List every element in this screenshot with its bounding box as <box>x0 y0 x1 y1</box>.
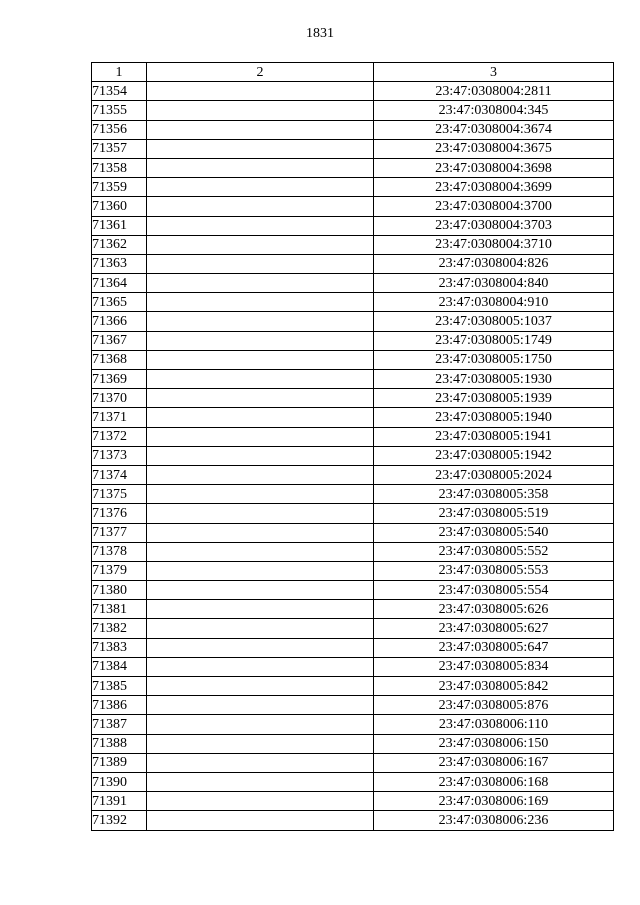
table-row <box>92 772 614 791</box>
column-header-3: 3 <box>374 63 614 82</box>
row-number-cell: 71380 <box>92 581 147 600</box>
table-row <box>92 120 614 139</box>
cadastral-number-cell: 23:47:0308004:3675 <box>374 139 614 158</box>
empty-cell <box>147 715 374 734</box>
table-row <box>92 446 614 465</box>
empty-cell <box>147 504 374 523</box>
empty-cell <box>147 734 374 753</box>
table-row <box>92 657 614 676</box>
row-number-cell: 71370 <box>92 389 147 408</box>
empty-cell <box>147 120 374 139</box>
table-row <box>92 82 614 101</box>
table-row <box>92 638 614 657</box>
table-row <box>92 370 614 389</box>
empty-cell <box>147 408 374 427</box>
table-row <box>92 235 614 254</box>
table-row <box>92 504 614 523</box>
empty-cell <box>147 331 374 350</box>
row-number-cell: 71367 <box>92 331 147 350</box>
row-number-cell: 71388 <box>92 734 147 753</box>
table-row <box>92 715 614 734</box>
row-number-cell: 71379 <box>92 561 147 580</box>
empty-cell <box>147 197 374 216</box>
empty-cell <box>147 657 374 676</box>
table-row <box>92 139 614 158</box>
cadastral-number-cell: 23:47:0308006:167 <box>374 753 614 772</box>
table-row <box>92 523 614 542</box>
cadastral-number-cell: 23:47:0308004:3674 <box>374 120 614 139</box>
row-number-cell: 71361 <box>92 216 147 235</box>
row-number-cell: 71376 <box>92 504 147 523</box>
empty-cell <box>147 82 374 101</box>
empty-cell <box>147 274 374 293</box>
row-number-cell: 71372 <box>92 427 147 446</box>
empty-cell <box>147 600 374 619</box>
cadastral-number-cell: 23:47:0308005:1939 <box>374 389 614 408</box>
empty-cell <box>147 178 374 197</box>
row-number-cell: 71381 <box>92 600 147 619</box>
row-number-cell: 71378 <box>92 542 147 561</box>
row-number-cell: 71384 <box>92 657 147 676</box>
cadastral-number-cell: 23:47:0308005:647 <box>374 638 614 657</box>
row-number-cell: 71354 <box>92 82 147 101</box>
table-row <box>92 178 614 197</box>
row-number-cell: 71359 <box>92 178 147 197</box>
empty-cell <box>147 446 374 465</box>
cadastral-number-cell: 23:47:0308005:1940 <box>374 408 614 427</box>
row-number-cell: 71364 <box>92 274 147 293</box>
table-row <box>92 581 614 600</box>
row-number-cell: 71392 <box>92 811 147 830</box>
cadastral-number-cell: 23:47:0308006:168 <box>374 772 614 791</box>
row-number-cell: 71391 <box>92 792 147 811</box>
table-row <box>92 197 614 216</box>
table-row <box>92 101 614 120</box>
table-row <box>92 677 614 696</box>
table-header <box>92 63 614 82</box>
cadastral-number-cell: 23:47:0308005:358 <box>374 485 614 504</box>
row-number-cell: 71374 <box>92 465 147 484</box>
empty-cell <box>147 293 374 312</box>
empty-cell <box>147 485 374 504</box>
table-row <box>92 542 614 561</box>
row-number-cell: 71386 <box>92 696 147 715</box>
row-number-cell: 71383 <box>92 638 147 657</box>
empty-cell <box>147 696 374 715</box>
table-body <box>92 82 614 830</box>
cadastral-number-cell: 23:47:0308005:552 <box>374 542 614 561</box>
table-row <box>92 485 614 504</box>
cadastral-number-cell: 23:47:0308005:627 <box>374 619 614 638</box>
cadastral-number-cell: 23:47:0308005:626 <box>374 600 614 619</box>
row-number-cell: 71356 <box>92 120 147 139</box>
row-number-cell: 71369 <box>92 370 147 389</box>
empty-cell <box>147 312 374 331</box>
table-row <box>92 158 614 177</box>
table-row <box>92 312 614 331</box>
empty-cell <box>147 619 374 638</box>
row-number-cell: 71375 <box>92 485 147 504</box>
row-number-cell: 71390 <box>92 772 147 791</box>
empty-cell <box>147 677 374 696</box>
table-row <box>92 792 614 811</box>
cadastral-number-cell: 23:47:0308005:842 <box>374 677 614 696</box>
table-row <box>92 753 614 772</box>
empty-cell <box>147 235 374 254</box>
empty-cell <box>147 581 374 600</box>
table-row <box>92 408 614 427</box>
cadastral-number-cell: 23:47:0308004:3699 <box>374 178 614 197</box>
header-row <box>92 63 614 82</box>
row-number-cell: 71363 <box>92 254 147 273</box>
table-row <box>92 331 614 350</box>
empty-cell <box>147 158 374 177</box>
empty-cell <box>147 753 374 772</box>
cadastral-number-cell: 23:47:0308004:826 <box>374 254 614 273</box>
table-row <box>92 274 614 293</box>
empty-cell <box>147 389 374 408</box>
cadastral-number-cell: 23:47:0308005:1749 <box>374 331 614 350</box>
cadastral-number-cell: 23:47:0308005:1942 <box>374 446 614 465</box>
cadastral-number-cell: 23:47:0308005:1750 <box>374 350 614 369</box>
cadastral-number-cell: 23:47:0308004:910 <box>374 293 614 312</box>
table-row <box>92 465 614 484</box>
row-number-cell: 71368 <box>92 350 147 369</box>
page-number: 1831 <box>306 26 334 41</box>
empty-cell <box>147 542 374 561</box>
empty-cell <box>147 427 374 446</box>
cadastral-number-cell: 23:47:0308005:1930 <box>374 370 614 389</box>
table-row <box>92 811 614 830</box>
row-number-cell: 71371 <box>92 408 147 427</box>
row-number-cell: 71355 <box>92 101 147 120</box>
row-number-cell: 71360 <box>92 197 147 216</box>
empty-cell <box>147 101 374 120</box>
row-number-cell: 71385 <box>92 677 147 696</box>
row-number-cell: 71365 <box>92 293 147 312</box>
row-number-cell: 71387 <box>92 715 147 734</box>
empty-cell <box>147 523 374 542</box>
table-row <box>92 561 614 580</box>
table-row <box>92 216 614 235</box>
column-header-1: 1 <box>92 63 147 82</box>
table-row <box>92 619 614 638</box>
cadastral-number-cell: 23:47:0308005:834 <box>374 657 614 676</box>
empty-cell <box>147 370 374 389</box>
empty-cell <box>147 139 374 158</box>
cadastral-number-cell: 23:47:0308005:540 <box>374 523 614 542</box>
empty-cell <box>147 254 374 273</box>
empty-cell <box>147 350 374 369</box>
table-row <box>92 427 614 446</box>
cadastral-number-cell: 23:47:0308005:1941 <box>374 427 614 446</box>
empty-cell <box>147 811 374 830</box>
row-number-cell: 71377 <box>92 523 147 542</box>
empty-cell <box>147 792 374 811</box>
cadastral-number-cell: 23:47:0308006:236 <box>374 811 614 830</box>
cadastral-number-cell: 23:47:0308006:150 <box>374 734 614 753</box>
table-row <box>92 734 614 753</box>
cadastral-number-cell: 23:47:0308005:553 <box>374 561 614 580</box>
table-row <box>92 350 614 369</box>
column-header-2: 2 <box>147 63 374 82</box>
table-row <box>92 696 614 715</box>
empty-cell <box>147 638 374 657</box>
table-row <box>92 600 614 619</box>
cadastral-number-cell: 23:47:0308005:1037 <box>374 312 614 331</box>
table-row <box>92 254 614 273</box>
row-number-cell: 71366 <box>92 312 147 331</box>
row-number-cell: 71382 <box>92 619 147 638</box>
row-number-cell: 71373 <box>92 446 147 465</box>
empty-cell <box>147 772 374 791</box>
cadastral-number-cell: 23:47:0308005:554 <box>374 581 614 600</box>
cadastral-table <box>91 62 614 831</box>
table-row <box>92 389 614 408</box>
cadastral-number-cell: 23:47:0308004:3703 <box>374 216 614 235</box>
row-number-cell: 71389 <box>92 753 147 772</box>
empty-cell <box>147 561 374 580</box>
cadastral-number-cell: 23:47:0308004:3698 <box>374 158 614 177</box>
cadastral-number-cell: 23:47:0308006:110 <box>374 715 614 734</box>
cadastral-number-cell: 23:47:0308006:169 <box>374 792 614 811</box>
empty-cell <box>147 465 374 484</box>
row-number-cell: 71358 <box>92 158 147 177</box>
cadastral-number-cell: 23:47:0308004:840 <box>374 274 614 293</box>
table-row <box>92 293 614 312</box>
cadastral-number-cell: 23:47:0308004:3700 <box>374 197 614 216</box>
cadastral-number-cell: 23:47:0308004:345 <box>374 101 614 120</box>
cadastral-number-cell: 23:47:0308005:2024 <box>374 465 614 484</box>
cadastral-number-cell: 23:47:0308005:876 <box>374 696 614 715</box>
empty-cell <box>147 216 374 235</box>
row-number-cell: 71357 <box>92 139 147 158</box>
cadastral-number-cell: 23:47:0308004:3710 <box>374 235 614 254</box>
cadastral-number-cell: 23:47:0308004:2811 <box>374 82 614 101</box>
cadastral-number-cell: 23:47:0308005:519 <box>374 504 614 523</box>
row-number-cell: 71362 <box>92 235 147 254</box>
